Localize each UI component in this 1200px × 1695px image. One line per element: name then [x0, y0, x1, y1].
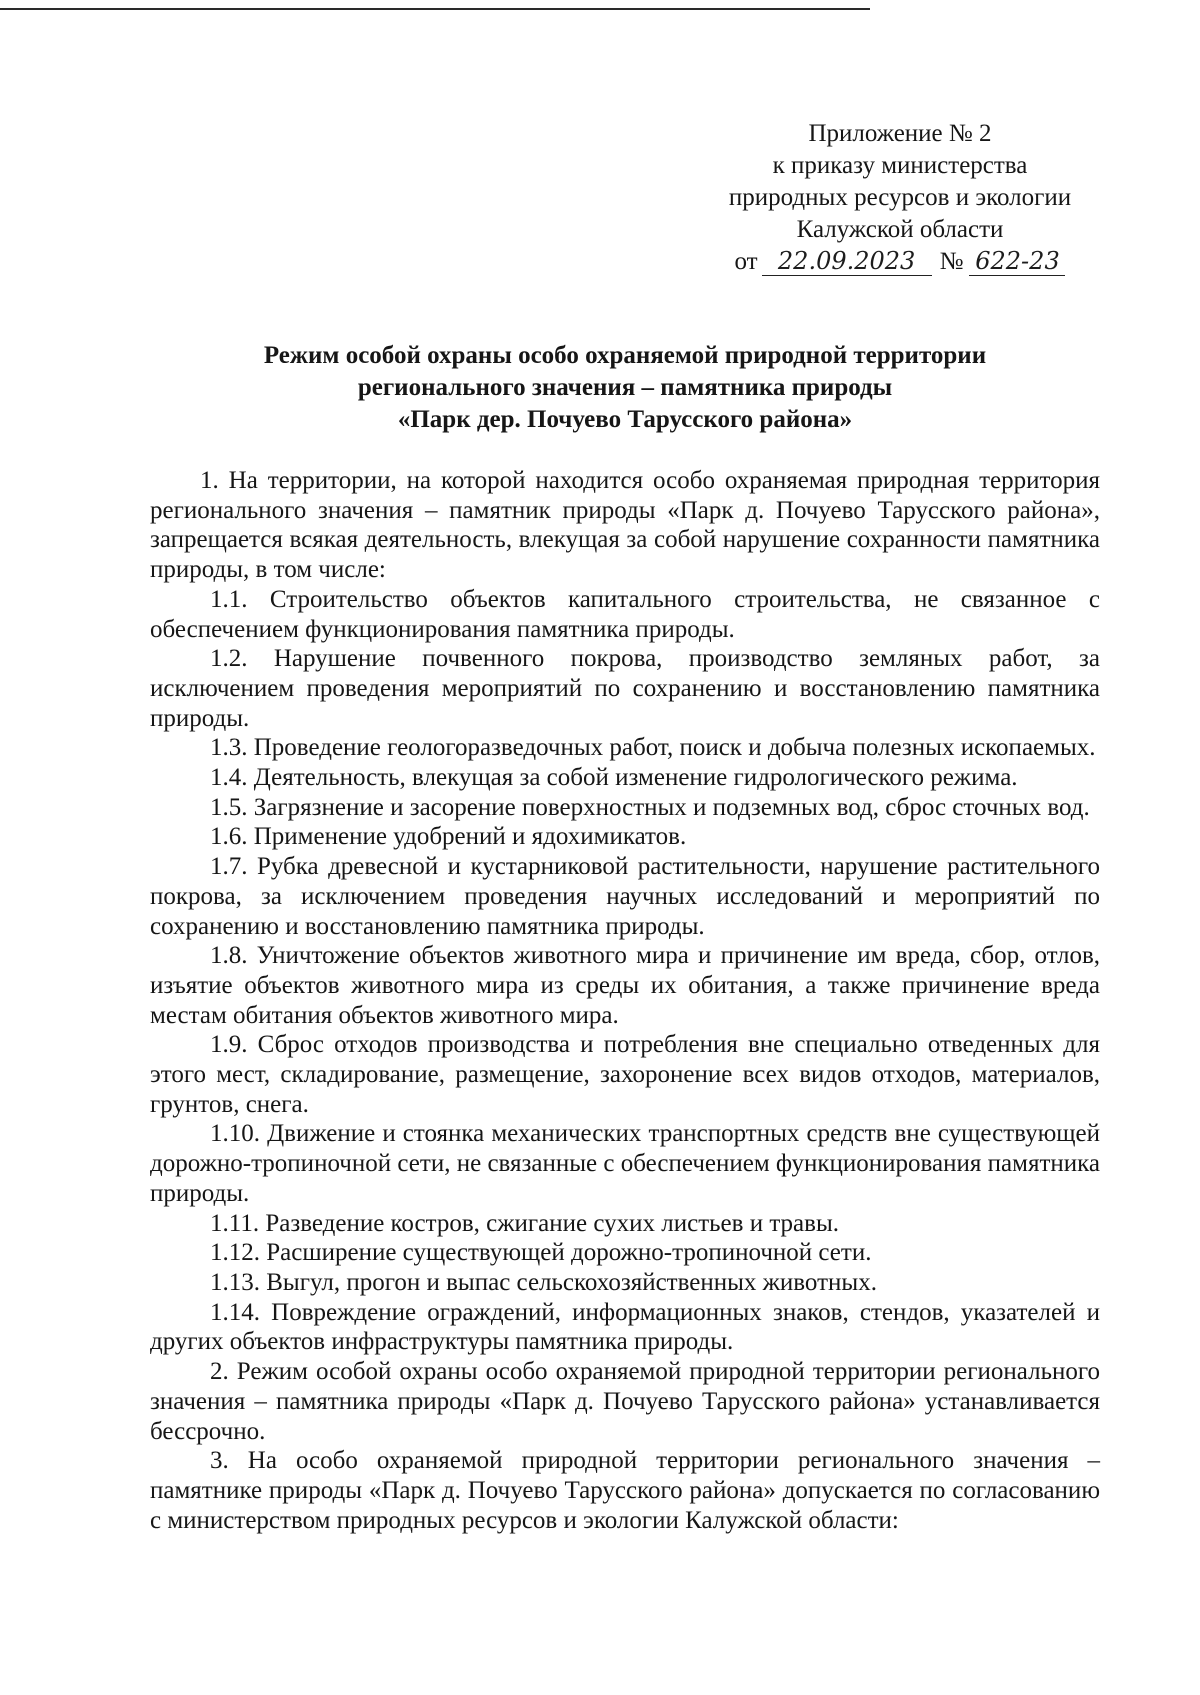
paragraph-1-2: 1.2. Нарушение почвенного покрова, производство земляных работ, за исключением проведения мероприятий по сохранению и восстановлению памятника природы.	[150, 645, 1100, 732]
order-date-field	[762, 248, 932, 276]
from-label: от	[734, 248, 758, 275]
document-body	[150, 466, 1100, 1535]
title-line-3: «Парк дер. Почуево Тарусского района»	[397, 406, 853, 433]
title-line-1: Режим особой охраны особо охраняемой природной территории	[263, 342, 987, 369]
order-number-field	[969, 248, 1065, 276]
paragraph-1-8: 1.8. Уничтожение объектов животного мира и причинение им вреда, сбор, отлов, изъятие объектов животного мира из среды их обитания, а также причинение вреда местам обитания объектов животного мира.	[150, 942, 1100, 1029]
paragraph-1-7: 1.7. Рубка древесной и кустарниковой растительности, нарушение растительного покрова, за исключением проведения научных исследований и мероприятий по сохранению и восстановлению памятника природы.	[150, 853, 1100, 940]
paragraph-1-11: 1.11. Разведение костров, сжигание сухих листьев и травы.	[210, 1209, 840, 1237]
paragraph-1: 1. На территории, на которой находится особо охраняемая природная территория регионального значения – памятник природы «Парк д. Почуево Тарусского района», запрещается всякая деятельность, влекущая за собой нарушение сохранности памятника природы, в том числе:	[150, 467, 1100, 584]
title-line-2: регионального значения – памятника природы	[357, 374, 893, 401]
appendix-region: Калужской области	[796, 216, 1004, 243]
order-date-handwritten: 22.09.2023	[777, 247, 916, 275]
paragraph-1-4: 1.4. Деятельность, влекущая за собой изменение гидрологического режима.	[210, 764, 1018, 792]
paragraph-1-6: 1.6. Применение удобрений и ядохимикатов.	[210, 823, 687, 851]
scan-border-line	[0, 8, 870, 10]
paragraph-1-12: 1.12. Расширение существующей дорожно-тропиночной сети.	[210, 1239, 872, 1267]
paragraph-3: 3. На особо охраняемой природной территории регионального значения – памятнике природы «Парк д. Почуево Тарусского района» допускается по согласованию с министерством природных ресурсов и экологии Калужской области:	[150, 1447, 1100, 1534]
appendix-ministry: природных ресурсов и экологии	[728, 184, 1072, 211]
paragraph-1-13: 1.13. Выгул, прогон и выпас сельскохозяйственных животных.	[210, 1268, 877, 1296]
paragraph-1-9: 1.9. Сброс отходов производства и потребления вне специально отведенных для этого мест, складирование, размещение, захоронение всех видов отходов, материалов, грунтов, снега.	[150, 1031, 1100, 1118]
paragraph-1-3: 1.3. Проведение геологоразведочных работ, поиск и добыча полезных ископаемых.	[210, 734, 1096, 762]
appendix-number: Приложение № 2	[808, 120, 992, 147]
paragraph-1-14: 1.14. Повреждение ограждений, информационных знаков, стендов, указателей и других объектов инфраструктуры памятника природы.	[150, 1298, 1100, 1356]
order-date-number-line	[700, 246, 1100, 278]
appendix-header	[700, 118, 1100, 278]
paragraph-1-5: 1.5. Загрязнение и засорение поверхностных и подземных вод, сброс сточных вод.	[210, 793, 1090, 821]
document-title	[150, 340, 1100, 436]
paragraph-1-1: 1.1. Строительство объектов капитального строительства, не связанное с обеспечением функционирования памятника природы.	[150, 585, 1100, 643]
number-label: №	[939, 248, 964, 275]
appendix-order-ref: к приказу министерства	[772, 152, 1028, 179]
paragraph-2: 2. Режим особой охраны особо охраняемой природной территории регионального значения – памятника природы «Парк д. Почуево Тарусского района» устанавливается бессрочно.	[150, 1358, 1100, 1445]
paragraph-1-10: 1.10. Движение и стоянка механических транспортных средств вне существующей дорожно-тропиночной сети, не связанные с обеспечением функционирования памятника природы.	[150, 1120, 1100, 1207]
order-number-handwritten: 622-23	[975, 247, 1060, 275]
